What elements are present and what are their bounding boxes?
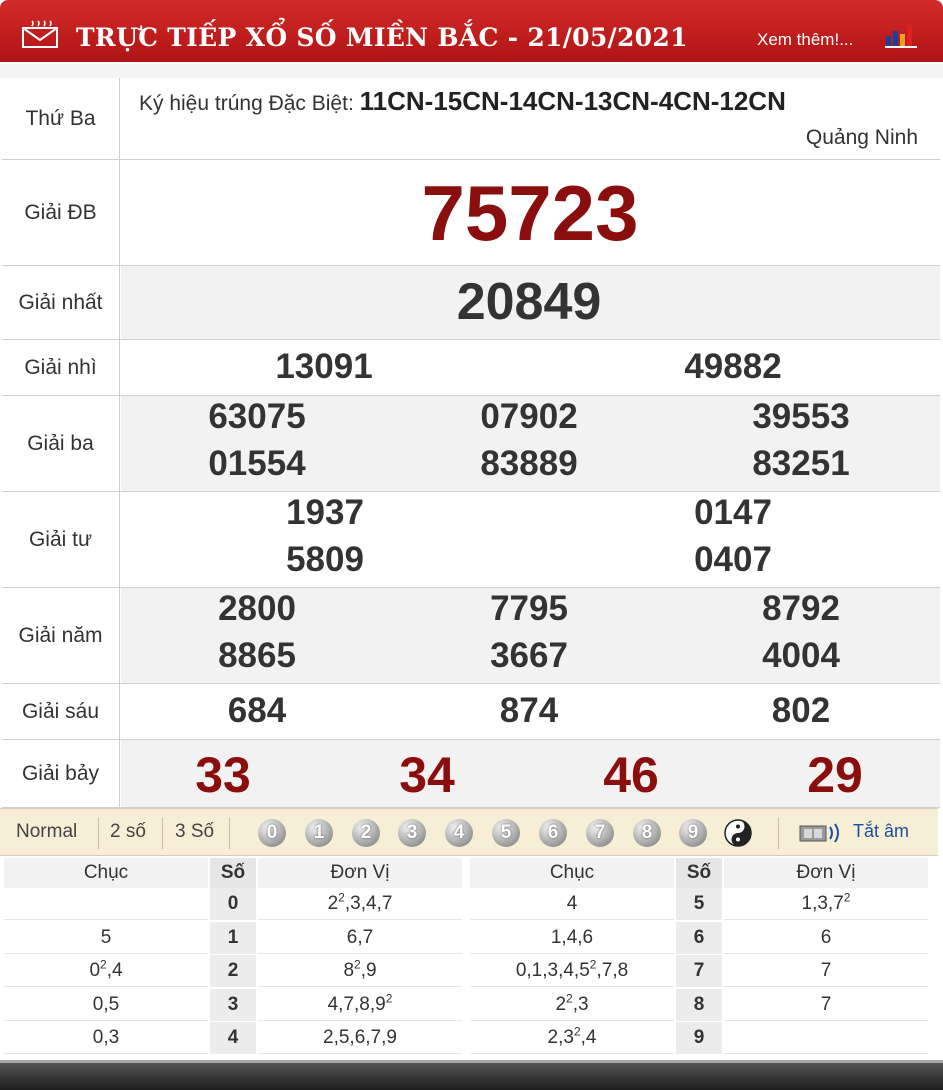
loto-chuc-cell: 0,1,3,4,5$^2$,7,8 [470,955,674,987]
loto-chuc-cell: $0^2,4$ [4,955,208,987]
prize-row-nhat [2,266,940,340]
loto-chuc-cell: 5 [4,922,208,954]
digit-ball-5[interactable]: 5 [492,819,520,847]
special-code-value: 11CN-15CN-14CN-13CN-4CN-12CN [359,86,786,116]
header-donvi: Đơn Vị [724,858,928,888]
header-bar [0,0,943,78]
loto-donvi-cell: 4,7,8,9$^2$ [258,989,462,1021]
loto-donvi-cell: 2,5,6,7,9 [258,1022,462,1054]
prize-number[interactable]: 4004 [762,636,840,675]
prize-label-db: Giải ĐB [2,160,120,265]
header-chuc: Chục [470,858,674,888]
loto-so-cell: 2 [210,955,256,987]
prize-number[interactable]: 49882 [684,347,782,386]
province-name: Quảng Ninh [805,126,918,149]
prize-number[interactable]: 8865 [218,636,296,675]
loto-so-cell: 4 [210,1022,256,1054]
prize-number[interactable]: 874 [499,691,559,730]
header-so: Số [210,858,256,888]
prize-row-nam [2,588,940,684]
prize-label-bay: Giải bảy [2,740,120,807]
bar-chart-icon[interactable] [884,22,918,48]
filter-3-digits-button[interactable]: 3 Số [175,821,215,842]
loto-row-8 [466,989,926,1022]
prize-number[interactable]: 3667 [490,636,568,675]
divider [162,817,163,849]
weekday-label: Thứ Ba [2,78,120,159]
prize-row-bay [2,740,940,808]
loto-so-cell: 3 [210,989,256,1021]
divider [229,817,230,849]
divider [98,817,99,849]
digit-ball-3[interactable]: 3 [398,819,426,847]
filter-bar [0,808,938,856]
loto-chuc-cell: 0,3 [4,1022,208,1054]
prize-label-nam: Giải năm [2,588,120,683]
special-code [139,86,786,117]
prize-number[interactable]: 46 [603,747,659,803]
loto-so-cell: 8 [676,989,722,1021]
more-link[interactable]: Xem thêm!... [757,30,854,49]
loto-so-cell: 7 [676,955,722,987]
digit-ball-1[interactable]: 1 [305,819,333,847]
prize-row-nhi [2,340,940,396]
loto-donvi-cell: 1,3,7$^2$ [724,888,928,920]
loto-row-5 [466,888,926,921]
prize-number[interactable]: 01554 [208,444,306,483]
prize-number[interactable]: 13091 [275,347,373,386]
prize-number[interactable]: 2800 [218,589,296,628]
loto-row-3 [0,989,460,1022]
digit-ball-6[interactable]: 6 [539,819,567,847]
prize-number[interactable]: 1937 [286,493,364,532]
digit-ball-0[interactable]: 0 [258,819,286,847]
loto-row-1 [0,922,460,955]
prize-number[interactable]: 83889 [480,444,578,483]
loto-donvi-cell: $2^2,3,4,7$ [258,888,462,920]
prize-number[interactable]: 07902 [480,397,578,436]
loto-row-6 [466,922,926,955]
loto-chuc-cell: 1,4,6 [470,922,674,954]
speaker-icon[interactable] [798,821,842,845]
loto-chuc-cell: 0,5 [4,989,208,1021]
loto-row-7 [466,955,926,988]
prize-label-sau: Giải sáu [2,684,120,739]
prize-number[interactable]: 29 [807,747,863,803]
prize-number[interactable]: 39553 [752,397,850,436]
header-so: Số [676,858,722,888]
loto-chuc-cell: $2,3^2,4$ [470,1022,674,1054]
prize-number[interactable]: 684 [227,691,287,730]
digit-ball-4[interactable]: 4 [445,819,473,847]
filter-normal-button[interactable]: Normal [16,821,78,842]
mute-button[interactable]: Tắt âm [853,821,910,841]
digit-ball-9[interactable]: 9 [679,819,707,847]
loto-donvi-cell: 7 [724,989,928,1021]
prize-number[interactable]: 802 [771,691,831,730]
prize-label-tu: Giải tư [2,492,120,587]
special-code-label: Ký hiệu trúng Đặc Biệt: [139,92,354,115]
prize-number[interactable]: 0147 [694,493,772,532]
prize-row-sau [2,684,940,740]
prize-number[interactable]: 83251 [752,444,850,483]
yin-yang-icon[interactable] [724,819,752,847]
loto-header-row [466,858,926,891]
prize-number-nhat[interactable]: 20849 [456,273,602,331]
loto-donvi-cell: 6 [724,922,928,954]
prize-number[interactable]: 34 [399,747,455,803]
digit-ball-7[interactable]: 7 [586,819,614,847]
divider [778,817,779,849]
loto-so-cell: 1 [210,922,256,954]
loto-donvi-cell [724,1022,928,1054]
prize-number[interactable]: 8792 [762,589,840,628]
loto-so-cell: 5 [676,888,722,920]
loto-so-cell: 9 [676,1022,722,1054]
loto-row-4 [0,1022,460,1055]
loto-donvi-cell: 6,7 [258,922,462,954]
prize-label-nhi: Giải nhì [2,340,120,395]
loto-chuc-cell: 4 [470,888,674,920]
footer-bar [0,1060,943,1090]
mail-icon [22,20,58,48]
loto-donvi-cell: 7 [724,955,928,987]
loto-so-cell: 6 [676,922,722,954]
digit-ball-8[interactable]: 8 [633,819,661,847]
loto-table [0,856,938,1056]
loto-donvi-cell: $8^2,9$ [258,955,462,987]
loto-row-2 [0,955,460,988]
header-chuc: Chục [4,858,208,888]
prize-number[interactable]: 7795 [490,589,568,628]
loto-header-row [0,858,460,891]
prize-number[interactable]: 63075 [208,397,306,436]
prize-number[interactable]: 33 [195,747,251,803]
loto-chuc-cell [4,888,208,920]
prize-number[interactable]: 5809 [286,540,364,579]
prize-number-db[interactable]: 75723 [421,169,639,257]
header-divider [0,62,943,78]
prize-label-nhat: Giải nhất [2,266,120,339]
header-donvi: Đơn Vị [258,858,462,888]
digit-ball-2[interactable]: 2 [352,819,380,847]
loto-row-9 [466,1022,926,1055]
loto-row-0 [0,888,460,921]
prize-row-ba [2,396,940,492]
info-cell [121,78,940,159]
loto-so-cell: 0 [210,888,256,920]
filter-2-digits-button[interactable]: 2 số [110,821,146,842]
prize-label-ba: Giải ba [2,396,120,491]
prize-row-tu [2,492,940,588]
prize-row-db [2,160,940,266]
prize-number[interactable]: 0407 [694,540,772,579]
info-row [2,78,940,160]
loto-chuc-cell: $2^2,3$ [470,989,674,1021]
header-title: TRỰC TIẾP XỔ SỐ MIỀN BẮC - 21/05/2021 [76,23,688,52]
